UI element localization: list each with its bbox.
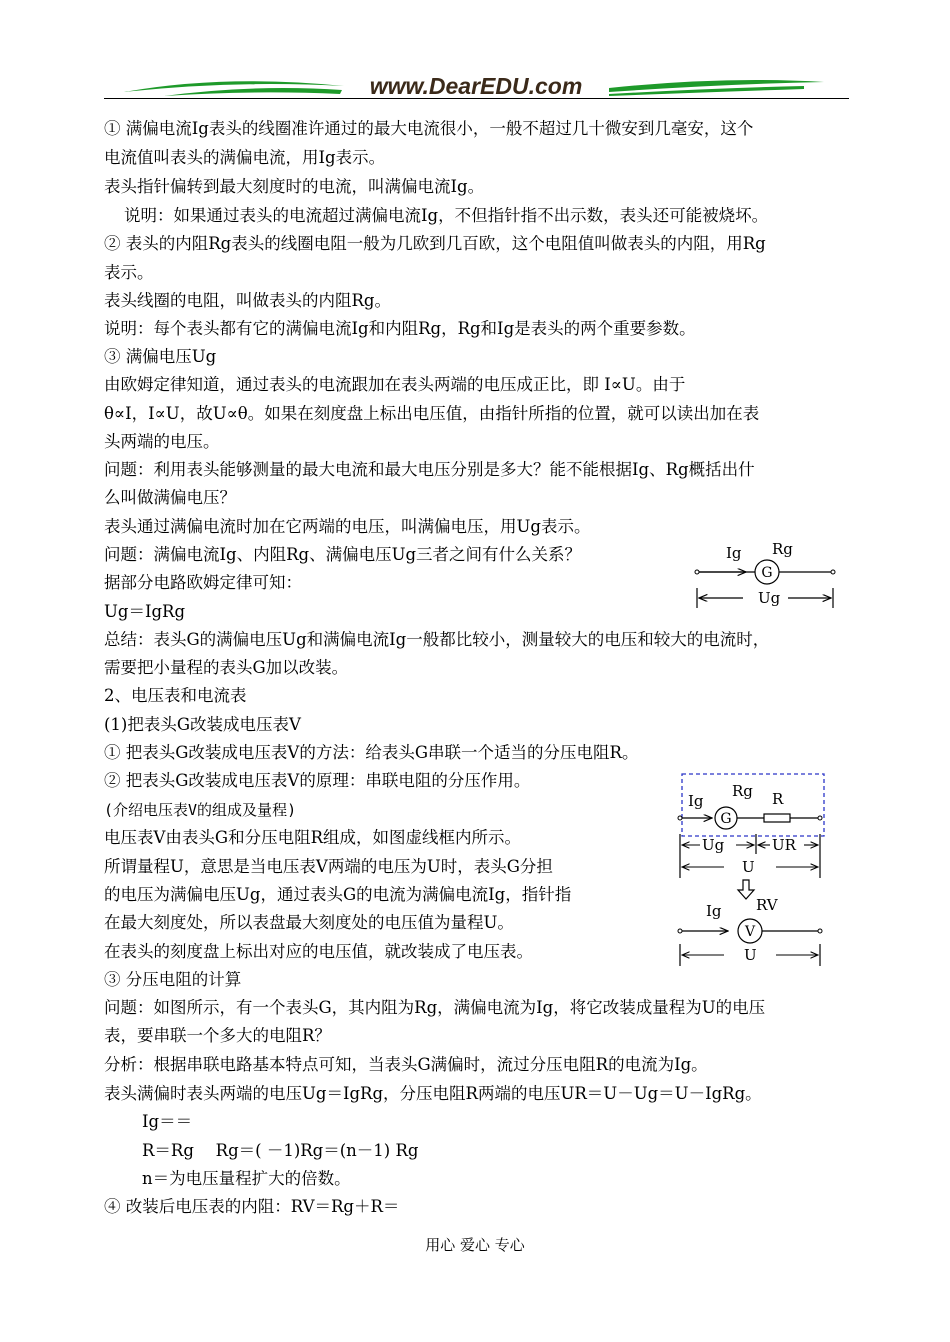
dot-right-2 (818, 929, 822, 933)
text-line: 表，要串联一个多大的电阻R？ (104, 1026, 331, 1045)
text-line: 由欧姆定律知道，通过表头的电流跟加在表头两端的电压成正比，即 I∝U。由于 (104, 375, 686, 394)
ug-label: Ug (702, 836, 725, 854)
section-heading: 2、电压表和电流表 (104, 686, 247, 705)
text-line: 问题：满偏电流Ig、内阻Rg、满偏电压Ug三者之间有什么关系？ (104, 545, 582, 564)
text-line: ④ 改装后电压表的内阻：RV＝Rg＋R＝ (104, 1197, 400, 1216)
text-line: 表头满偏时表头两端的电压Ug＝IgRg，分压电阻R两端的电压UR＝U－Ug＝U－IgRg。 (104, 1084, 762, 1103)
text-line: 总结：表头G的满偏电压Ug和满偏电流Ig一般都比较小，测量较大的电压和较大的电流时， (104, 630, 770, 649)
text-line: 说明：如果通过表头的电流超过满偏电流Ig，不但指针指不出示数，表头还可能被烧坏。 (124, 206, 769, 225)
text-line: ② 把表头G改装成电压表V的原理：串联电阻的分压作用。 (104, 771, 531, 790)
down-hollow-arrow (738, 880, 754, 899)
text-line: ① 满偏电流Ig表头的线圈准许通过的最大电流很小，一般不超过几十微安到几毫安，这个 (104, 119, 754, 138)
handwritten-note: (介绍电压表V的组成及量程) (104, 801, 297, 819)
formula-ug: Ug＝IgRg (104, 602, 186, 621)
text-line: 的电压为满偏电压Ug，通过表头G的电流为满偏电流Ig，指针指 (104, 885, 572, 904)
voltmeter-symbol: V (744, 924, 756, 940)
text-line: 问题：如图所示，有一个表头G，其内阻为Rg，满偏电流为Ig，将它改装成量程为U的电压 (104, 998, 766, 1017)
text-line: 在表头的刻度盘上标出对应的电压值，就改装成了电压表。 (104, 942, 533, 961)
text-line: 表头通过满偏电流时加在它两端的电压，叫满偏电压，用Ug表示。 (104, 517, 591, 536)
text-line: ① 把表头G改装成电压表V的方法：给表头G串联一个适当的分压电阻R。 (104, 743, 639, 762)
rv-label: RV (756, 896, 778, 914)
galvanometer-symbol: G (761, 565, 773, 581)
formula-line: R＝Rg Rg＝( －1)Rg＝(n－1) Rg (142, 1141, 419, 1160)
text-line: ② 表头的内阻Rg表头的线圈电阻一般为几欧到几百欧，这个电阻值叫做表头的内阻，用Rg (104, 234, 766, 253)
text-line: 表示。 (104, 263, 154, 282)
text-line: 么叫做满偏电压？ (104, 488, 236, 507)
text-line: 头两端的电压。 (104, 432, 220, 451)
ur-label: UR (772, 836, 796, 854)
text-line: 据部分电路欧姆定律可知： (104, 573, 302, 592)
header-site-text: www.DearEDU.com (369, 73, 583, 99)
ig-label: Ig (726, 544, 742, 562)
text-line: 所谓量程U，意思是当电压表V两端的电压为U时，表头G分担 (104, 857, 553, 876)
ug-label: Ug (758, 589, 781, 607)
text-line: ③ 满偏电压Ug (104, 347, 217, 366)
rg-label: Rg (772, 540, 793, 558)
text-line: 分析：根据串联电路基本特点可知，当表头G满偏时，流过分压电阻R的电流为Ig。 (104, 1055, 708, 1074)
left-swoosh-tail (164, 88, 342, 96)
resistor-r (764, 814, 790, 822)
ig-label: Ig (688, 792, 704, 810)
u-label: U (742, 858, 755, 876)
text-line: 表头指针偏转到最大刻度时的电流，叫满偏电流Ig。 (104, 177, 485, 196)
text-line: 需要把小量程的表头G加以改装。 (104, 658, 349, 677)
voltmeter-diagram (672, 768, 830, 973)
text-line: ③ 分压电阻的计算 (104, 970, 242, 989)
page-footer: 用心 爱心 专心 (425, 1236, 525, 1254)
dot-left-2 (678, 929, 682, 933)
text-line: 说明：每个表头都有它的满偏电流Ig和内阻Rg，Rg和Ig是表头的两个重要参数。 (104, 319, 696, 338)
text-line: 问题：利用表头能够测量的最大电流和最大电压分别是多大？能不能根据Ig、Rg概括出什 (104, 460, 755, 479)
galvanometer-diagram (688, 536, 838, 616)
dot-right (818, 816, 822, 820)
dot-left (695, 570, 699, 574)
u2-label: U (744, 946, 757, 964)
text-line: 电流值叫表头的满偏电流，用Ig表示。 (104, 148, 386, 167)
formula-line: Ig＝＝ (142, 1112, 193, 1131)
formula-line: n＝为电压量程扩大的倍数。 (142, 1169, 351, 1188)
galvanometer-symbol: G (720, 811, 732, 827)
text-line: 电压表V由表头G和分压电阻R组成，如图虚线框内所示。 (104, 828, 522, 847)
dot-right (831, 570, 835, 574)
text-line: 表头线圈的电阻，叫做表头的内阻Rg。 (104, 291, 391, 310)
header-rule (104, 98, 849, 99)
subsection-heading: (1)把表头G改装成电压表V (104, 715, 301, 734)
r-label: R (772, 790, 784, 808)
text-line: θ∝I，I∝U，故U∝θ。如果在刻度盘上标出电压值，由指针所指的位置，就可以读出加在表 (104, 404, 760, 423)
ig-label-2: Ig (706, 902, 722, 920)
rg-label: Rg (732, 782, 753, 800)
text-line: 在最大刻度处，所以表盘最大刻度处的电压值为量程U。 (104, 913, 514, 932)
